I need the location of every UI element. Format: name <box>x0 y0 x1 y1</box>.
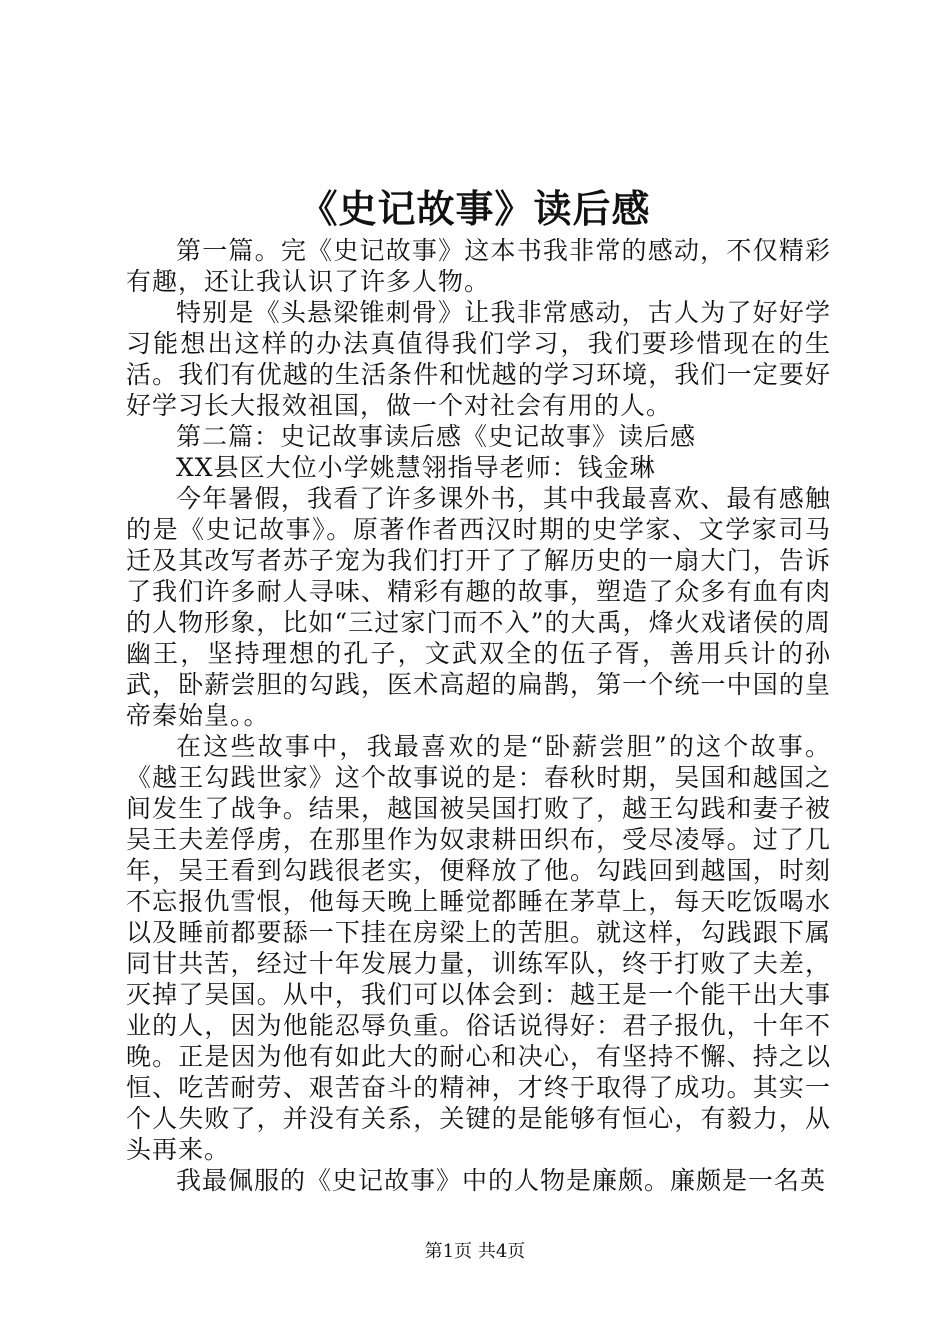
document-body <box>126 235 831 1196</box>
page-number-footer: 第1页 共4页 <box>424 1241 526 1262</box>
paragraph: 今年暑假，我看了许多课外书，其中我最喜欢、最有感触的是《史记故事》。原著作者西汉时期的史学家、文学家司马迁及其改写者苏子宠为我们打开了了解历史的一扇大门，告诉了我们许多耐人寻味、精彩有趣的故事，塑造了众多有血有肉的人物形象，比如“三过家门而不入”的大禹，烽火戏诸侯的周幽王，坚持理想的孔子，文武双全的伍子胥，善用兵计的孙武，卧薪尝胆的勾践，医术高超的扁鹊，第一个统一中国的皇帝秦始皇。。 <box>126 484 831 730</box>
paragraph: 特别是《头悬梁锥刺骨》让我非常感动，古人为了好好学习能想出这样的办法真值得我们学习，我们要珍惜现在的生活。我们有优越的生活条件和忧越的学习环境，我们一定要好好学习长大报效祖国，做一个对社会有用的人。 <box>126 298 831 420</box>
paragraph: XX县区大位小学姚慧翎指导老师：钱金琳 <box>176 453 656 482</box>
paragraph: 第一篇。完《史记故事》这本书我非常的感动，不仅精彩有趣，还让我认识了许多人物。 <box>126 236 831 296</box>
paragraph: 第二篇：史记故事读后感《史记故事》读后感 <box>176 422 697 451</box>
document-title: 《史记故事》读后感 <box>299 186 651 231</box>
paragraph: 我最佩服的《史记故事》中的人物是廉颇。廉颇是一名英 <box>176 1166 827 1195</box>
paragraph: 在这些故事中，我最喜欢的是“卧薪尝胆”的这个故事。《越王勾践世家》这个故事说的是：春秋时期，吴国和越国之间发生了战争。结果，越国被吴国打败了，越王勾践和妻子被吴王夫差俘虏，在那里作为奴隶耕田织布，受尽凌辱。过了几年，吴王看到勾践很老实，便释放了他。勾践回到越国，时刻不忘报仇雪恨，他每天晚上睡觉都睡在茅草上，每天吃饭喝水以及睡前都要舔一下挂在房梁上的苦胆。就这样，勾践跟下属同甘共苦，经过十年发展力量，训练军队，终于打败了夫差，灭掉了吴国。从中，我们可以体会到：越王是一个能干出大事业的人，因为他能忍辱负重。俗话说得好：君子报仇，十年不晚。正是因为他有如此大的耐心和决心，有坚持不懈、持之以恒、吃苦耐劳、艰苦奋斗的精神，才终于取得了成功。其实一个人失败了，并没有关系，关键的是能够有恒心，有毅力，从头再来。 <box>126 732 831 1164</box>
